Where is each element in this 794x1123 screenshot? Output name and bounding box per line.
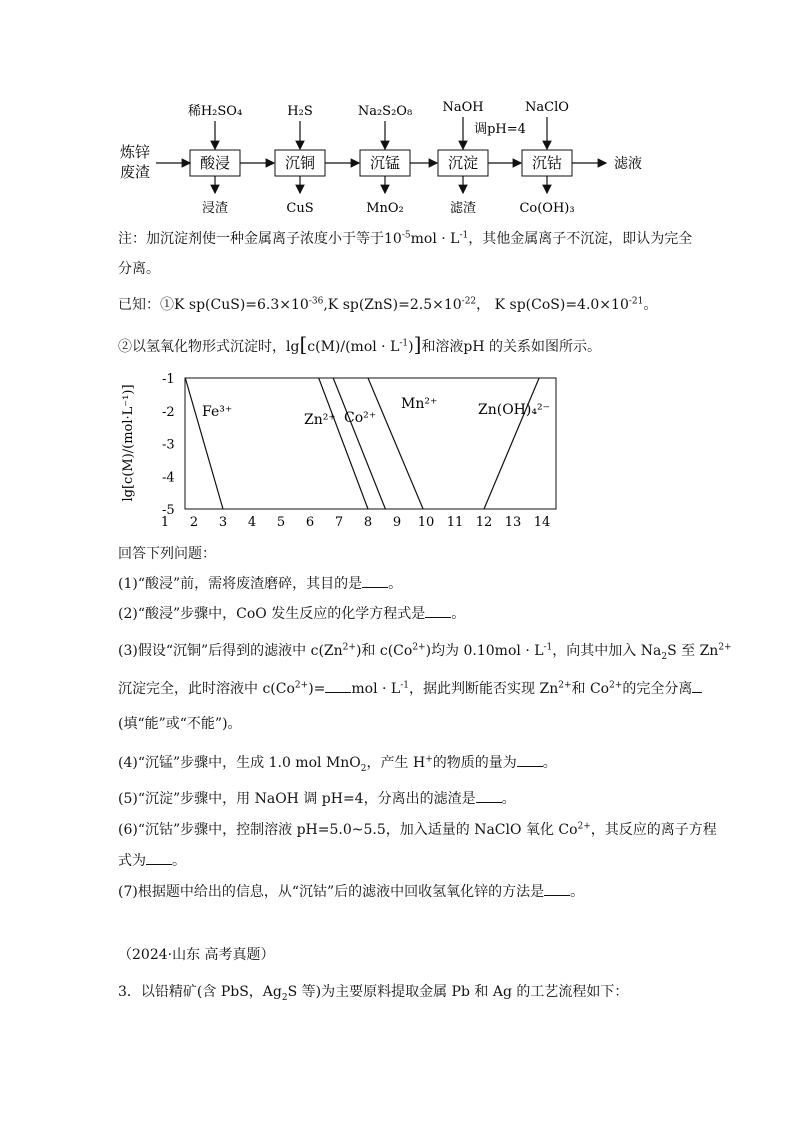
chart-x-tick-label: 10	[417, 515, 435, 530]
flow-step-5-label: 沉钴	[531, 154, 563, 172]
chart-x-tick-label: 3	[218, 515, 228, 530]
answer-blank[interactable]	[476, 790, 502, 803]
note-line-2: 分离。	[118, 261, 160, 277]
question-3-line-3: (填“能”或“不能”)。	[118, 716, 242, 732]
chart-plot-frame	[185, 378, 556, 509]
flow-reagent-1: 稀H₂SO₄	[187, 104, 243, 119]
flow-start-line1: 炼锌	[120, 143, 151, 161]
chart-series-label: Mn²⁺	[401, 396, 438, 412]
answer-blank[interactable]	[325, 680, 351, 693]
note-line-1: 注：加沉淀剂使一种金属离子浓度小于等于$10^{-5}mol \cdot L^{-1}$，其他金属离子不沉淀，即认为完全	[118, 230, 693, 247]
question-7: (7)根据题中给出的信息，从“沉钴”后的滤液中回收氢氧化锌的方法是 。	[118, 884, 585, 900]
chart-series-label: Zn(OH)₄²⁻	[478, 402, 550, 418]
chart-ylabel: lg[c(M)/(mol·L⁻¹)]	[121, 384, 136, 502]
chart-x-tick-label: 13	[504, 515, 522, 530]
process-flow-diagram	[110, 95, 670, 225]
chart-series-line	[333, 378, 385, 509]
chart-x-tick-label: 12	[475, 515, 493, 530]
question-3-line-1: (3)假设“沉铜”后得到的滤液中 $c(Zn^{2+})$和 $c(Co^{2+})$均为 $0.10mol \cdot L^{-1}$，向其中加入 $Na_2S$ 至 $Zn^{2+}$	[118, 642, 732, 662]
question-3-next-problem: 3．以铅精矿(含 PbS，$Ag_2S$ 等)为主要原料提取金属 Pb 和 Ag 的工艺流程如下：	[118, 984, 629, 1003]
chart-x-tick-label: 7	[334, 515, 344, 530]
chart-x-tick-label: 11	[446, 515, 464, 530]
chart-x-tick-label: 14	[533, 515, 551, 530]
chart-x-tick-label: 6	[305, 515, 315, 530]
answer-blank[interactable]	[425, 605, 451, 618]
question-5: (5)“沉淀”步骤中，用 NaOH 调 pH=4，分离出的滤渣是 。	[118, 791, 516, 807]
chart-series-line	[319, 378, 368, 509]
flow-output-1: 浸渣	[201, 201, 229, 216]
flow-output-2: CuS	[286, 201, 314, 216]
question-4: (4)“沉锰”步骤中，生成 1.0 mol MnO$_2$，产生 H+的物质的量为 。	[118, 754, 557, 774]
answer-blank[interactable]	[146, 852, 172, 865]
flow-reagent-4: NaOH	[442, 100, 484, 115]
chart-series-label: Fe³⁺	[202, 404, 233, 420]
questions-header: 回答下列问题：	[118, 546, 216, 562]
chart-x-tick-label: 5	[276, 515, 286, 530]
flow-reagent-5: NaClO	[525, 100, 569, 115]
chart-y-tick-label: -4	[162, 470, 175, 486]
chart-x-tick-label: 8	[363, 515, 373, 530]
chart-y-tick-label: -1	[162, 372, 175, 387]
chart-y-tick-label: -5	[162, 503, 175, 518]
source-tag: （2024·山东 高考真题）	[118, 947, 275, 963]
answer-blank[interactable]	[544, 883, 570, 896]
flow-step-2-label: 沉铜	[284, 154, 316, 172]
flow-reagent-3: Na₂S₂O₈	[357, 104, 413, 119]
known-2: ②以氢氧化物形式沉淀时，$\lg[c(M)/(mol \cdot L^{-1})]$和溶液pH 的关系如图所示。	[118, 332, 602, 356]
known-1: 已知：①K $sp(CuS)=6.3\times 10^{-36},K$ $sp(ZnS)=2.5\times 10^{-22}$， K $sp(CoS)=4.0\times 10^{-21}$。	[118, 296, 658, 313]
question-3-line-2: 沉淀完全，此时溶液中 $c(Co^{2+})=$ mol · $L^{-1}$，据此判断能否实现 $Zn^{2+}$和 $Co^{2+}$的完全分离	[118, 679, 702, 699]
flow-final-output: 滤液	[614, 156, 642, 172]
chart-series-label: Zn²⁺	[304, 412, 336, 428]
flow-start-line2: 废渣	[120, 163, 151, 181]
answer-blank[interactable]	[692, 680, 702, 693]
chart-x-tick-label: 9	[392, 515, 402, 530]
flow-reagent-2: H₂S	[287, 104, 313, 119]
chart-series-label: Co²⁺	[344, 410, 377, 426]
chart-y-tick-label: -3	[162, 437, 175, 453]
answer-blank[interactable]	[362, 575, 388, 588]
flow-reagent-4-note: 调pH=4	[474, 122, 526, 137]
flow-step-3-label: 沉锰	[369, 154, 401, 172]
flow-step-1-label: 酸浸	[199, 154, 231, 172]
question-2: (2)“酸浸”步骤中，CoO 发生反应的化学方程式是 。	[118, 606, 466, 622]
precipitation-chart	[118, 366, 578, 534]
chart-series-line	[185, 378, 223, 509]
flow-step-4-label: 沉淀	[447, 154, 479, 172]
chart-x-tick-label: 1	[160, 515, 170, 530]
chart-x-tick-label: 4	[247, 515, 257, 530]
flow-output-5: Co(OH)₃	[519, 201, 575, 216]
chart-y-tick-label: -2	[162, 404, 175, 420]
chart-series-line	[484, 378, 539, 509]
flow-output-4: 滤渣	[449, 201, 477, 216]
chart-x-tick-label: 2	[189, 515, 199, 530]
flow-output-3: MnO₂	[366, 201, 404, 216]
question-6-line-2: 式为 。	[118, 853, 186, 869]
question-1: (1)“酸浸”前，需将废渣磨碎，其目的是 。	[118, 576, 403, 592]
answer-blank[interactable]	[517, 754, 543, 767]
question-6-line-1: (6)“沉钴”步骤中，控制溶液 pH=5.0~5.5，加入适量的 NaClO 氧化 $Co^{2+}$，其反应的离子方程	[118, 821, 717, 838]
